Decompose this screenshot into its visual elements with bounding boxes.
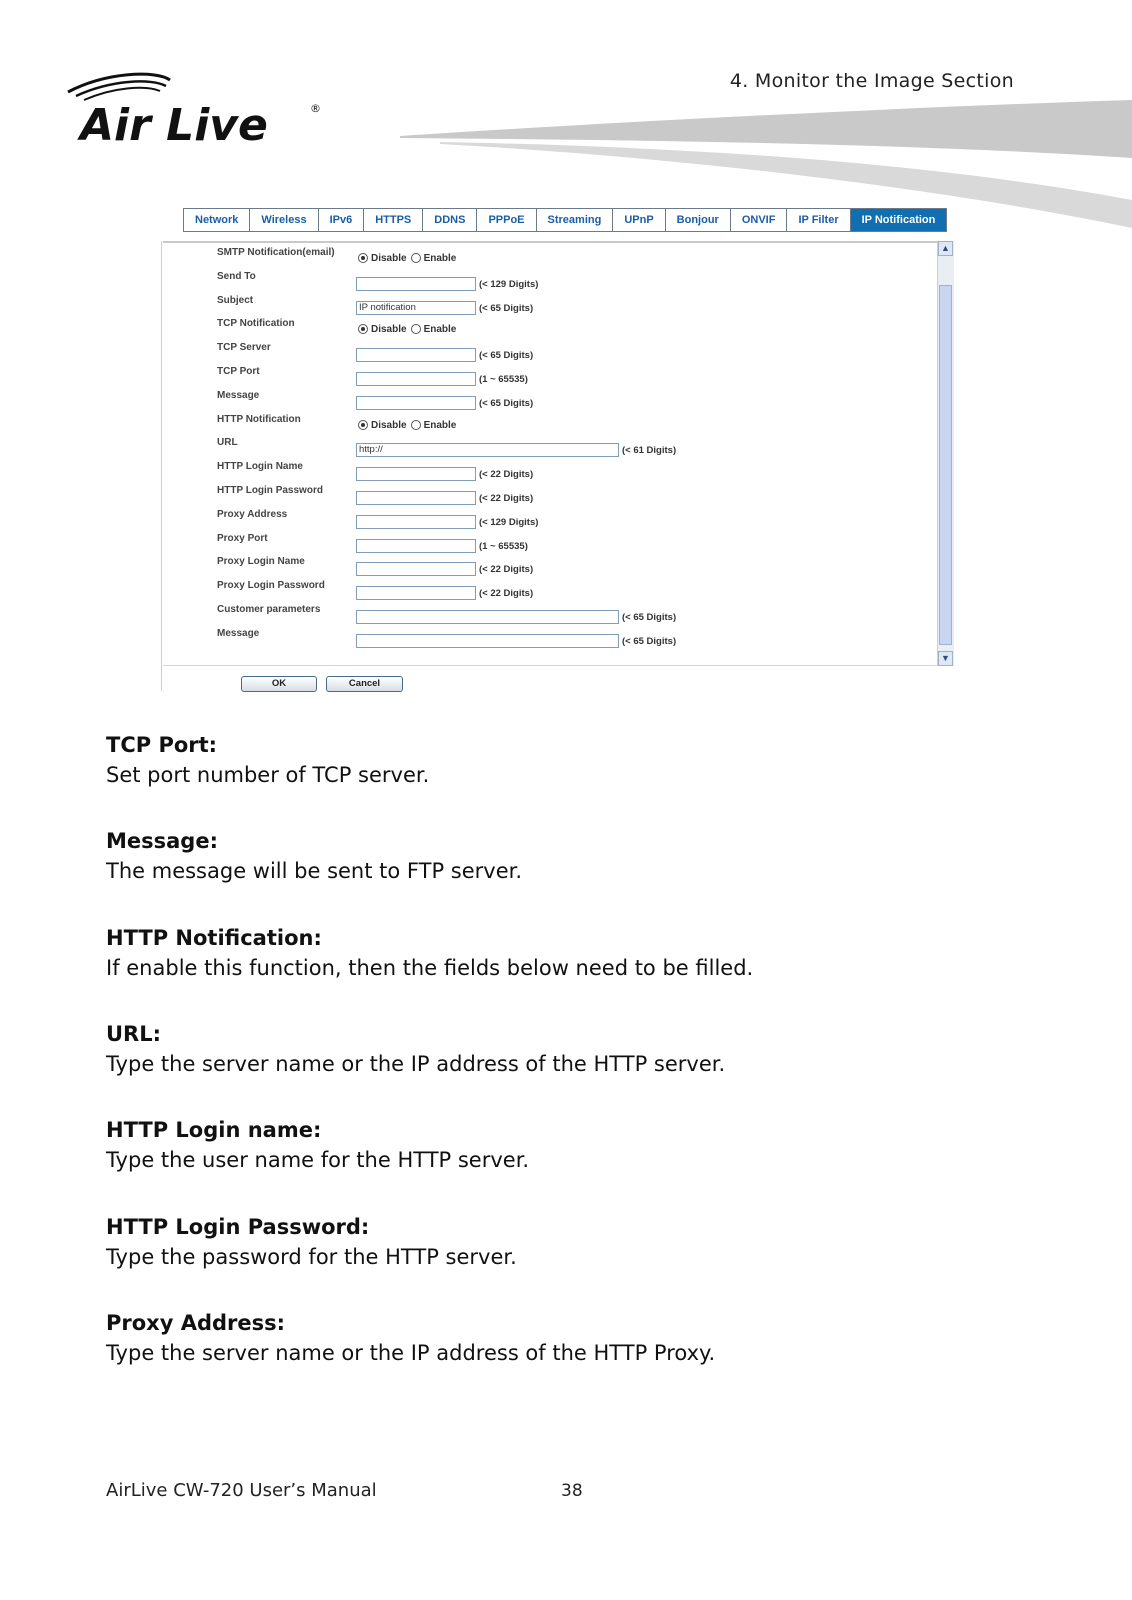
field-hint: (< 65 Digits) [479,397,534,409]
panel-bottom-border [163,665,953,666]
field-label: Proxy Address [217,508,288,520]
scroll-down-icon[interactable]: ▼ [938,651,953,666]
text-input[interactable] [356,491,476,505]
form-row [217,366,817,386]
field-label: Proxy Login Name [217,556,305,568]
text-input[interactable] [356,277,476,291]
field-hint: (< 65 Digits) [479,302,534,314]
field-label: URL [217,437,238,449]
section-heading: 4. Monitor the Image Section [729,70,1014,92]
text-input[interactable]: IP notification [356,301,476,315]
field-label: Customer parameters [217,604,321,615]
text-input[interactable] [356,562,476,576]
cancel-button[interactable]: Cancel [326,676,403,692]
radio-option-label: Enable [423,324,457,336]
field-hint: (1 ~ 65535) [479,374,528,385]
scroll-up-icon[interactable]: ▲ [938,241,953,256]
form-row [217,533,817,553]
field-label: SMTP Notification(email) [217,247,335,258]
field-label: Proxy Port [217,532,268,544]
section-text: Type the server name or the IP address of the HTTP Proxy. [106,1340,716,1365]
field-label: Subject [217,294,254,306]
tab-onvif[interactable]: ONVIF [731,208,788,232]
field-hint: (< 22 Digits) [479,564,534,576]
form-row [217,271,817,291]
tab-streaming[interactable]: Streaming [537,208,614,232]
enable-radio[interactable] [411,253,421,263]
section-title: URL: [106,1021,162,1046]
field-label: Send To [217,270,256,282]
field-hint: (< 65 Digits) [622,635,677,647]
description-section [106,1215,1006,1269]
tab-upnp[interactable]: UPnP [613,208,665,232]
description-section [106,1022,1006,1076]
radio-option-label: Disable [371,253,407,264]
disable-radio[interactable] [358,253,368,263]
section-text: The message will be sent to FTP server. [106,859,523,884]
radio-option-label: Disable [371,419,407,431]
form-row [217,318,817,338]
form-row [217,604,817,624]
airlive-logo [66,70,326,150]
text-input[interactable] [356,539,476,553]
field-label: HTTP Notification [217,413,301,425]
field-label: HTTP Login Name [217,461,303,473]
section-text: Type the user name for the HTTP server. [106,1148,530,1173]
field-hint: (< 65 Digits) [622,612,677,623]
radio-group [358,324,460,335]
field-hint: (< 61 Digits) [622,445,677,457]
tab-ipv6[interactable]: IPv6 [319,208,365,232]
field-label: Message [217,627,260,639]
form-row [217,247,817,267]
enable-radio[interactable] [411,324,421,334]
section-title: Proxy Address: [106,1310,286,1335]
tab-network[interactable]: Network [184,208,250,232]
description-section [106,926,1006,980]
field-hint: (< 129 Digits) [479,278,539,290]
tab-pppoe[interactable]: PPPoE [477,208,536,232]
panel-left-border [161,241,162,691]
tab-https[interactable]: HTTPS [364,208,423,232]
radio-option-label: Enable [423,419,457,431]
field-hint: (< 22 Digits) [479,588,534,600]
field-hint: (< 129 Digits) [479,516,539,528]
field-hint: (< 65 Digits) [479,350,534,362]
radio-group [358,253,460,264]
section-title: HTTP Notification: [106,925,322,950]
tab-wireless[interactable]: Wireless [250,208,318,232]
disable-radio[interactable] [358,324,368,334]
scroll-thumb[interactable] [939,285,952,645]
settings-tabs [183,208,947,232]
form-row [217,556,817,576]
text-input[interactable] [356,610,619,624]
form-row [217,390,817,410]
field-hint: (1 ~ 65535) [479,540,528,552]
text-input[interactable] [356,396,476,410]
svg-text:Air Live: Air Live [80,100,268,150]
section-title: TCP Port: [106,733,218,757]
section-title: HTTP Login name: [106,1118,322,1143]
section-title: Message: [106,829,218,854]
description-section [106,829,1006,883]
description-section [106,1118,1006,1172]
enable-radio[interactable] [411,420,421,430]
text-input[interactable]: http:// [356,443,619,457]
text-input[interactable] [356,634,619,648]
section-text: Set port number of TCP server. [106,763,430,787]
field-label: TCP Port [217,366,260,377]
radio-group [358,420,460,431]
field-hint: (< 22 Digits) [479,493,534,504]
radio-option-label: Enable [423,253,457,264]
description-section [106,1311,1006,1365]
footer-manual-title: AirLive CW-720 User’s Manual [106,1480,377,1501]
field-hint: (< 22 Digits) [479,469,534,481]
panel-divider [163,241,953,243]
field-label: Proxy Login Password [217,580,325,592]
text-input[interactable] [356,372,476,386]
section-text: If enable this function, then the fields below need to be filled. [106,955,754,980]
svg-text:®: ® [310,102,321,115]
section-text: Type the password for the HTTP server. [106,1244,517,1269]
section-text: Type the server name or the IP address of the HTTP server. [106,1051,726,1076]
form-row [217,628,817,648]
text-input[interactable] [356,348,476,362]
tab-bonjour[interactable]: Bonjour [666,208,731,232]
form-row [217,461,817,481]
radio-option-label: Disable [371,324,407,336]
form-row [217,509,817,529]
field-label: TCP Notification [217,318,295,330]
text-input[interactable] [356,515,476,529]
tab-ip-filter[interactable]: IP Filter [787,208,850,232]
form-row [217,485,817,505]
field-label: HTTP Login Password [217,485,323,496]
ok-button[interactable]: OK [241,676,317,692]
tab-ddns[interactable]: DDNS [423,208,477,232]
field-label: TCP Server [217,342,271,354]
ip-notification-screenshot [161,203,973,713]
page-number: 38 [561,1481,583,1501]
vertical-scrollbar[interactable] [937,241,954,666]
field-label: Message [217,389,260,401]
form-row [217,414,817,434]
section-title: HTTP Login Password: [106,1214,370,1239]
form-row [217,295,817,315]
form-row [217,580,817,600]
form-row [217,437,817,457]
text-input[interactable] [356,467,476,481]
form-row [217,342,817,362]
description-section [106,733,1006,787]
disable-radio[interactable] [358,420,368,430]
text-input[interactable] [356,586,476,600]
tab-ip-notification[interactable]: IP Notification [851,208,948,232]
